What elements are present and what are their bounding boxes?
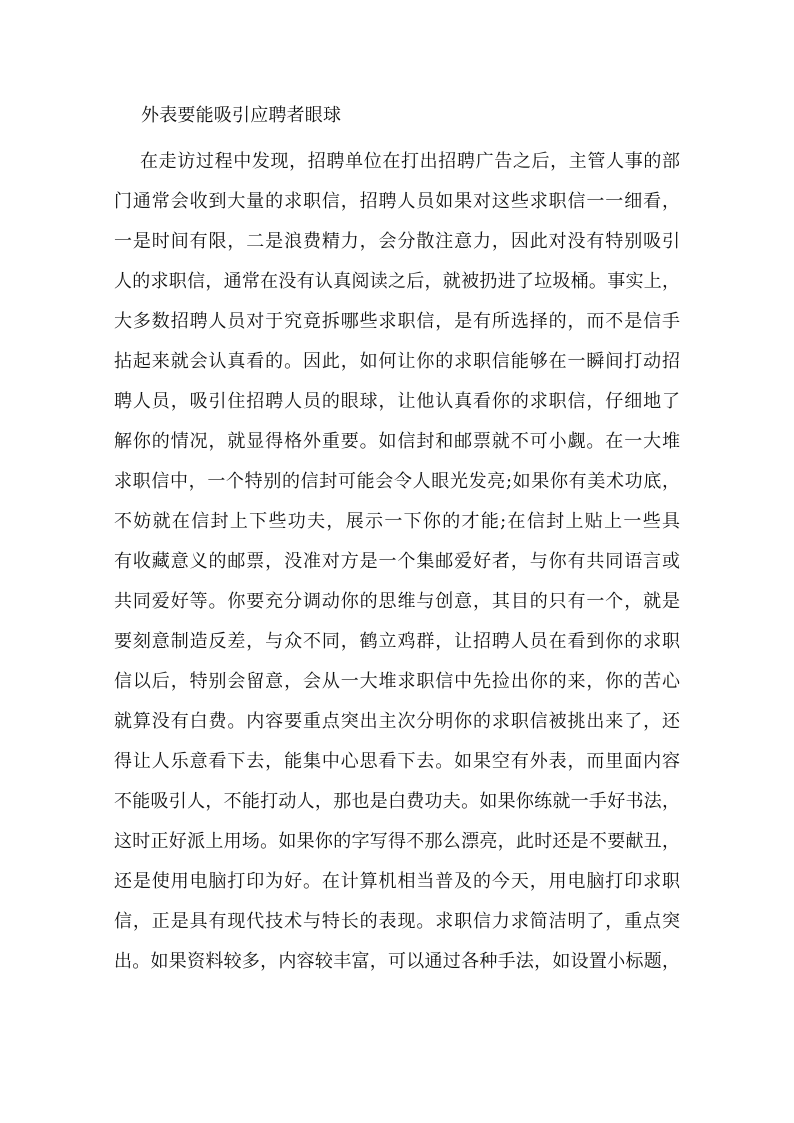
text-line: 信，正是具有现代技术与特长的表现。求职信力求简洁明了，重点突 xyxy=(114,911,680,932)
text-line: 有收藏意义的邮票，没准对方是一个集邮爱好者，与你有共同语言或 xyxy=(114,551,680,572)
text-line: 出。如果资料较多，内容较丰富，可以通过各种手法，如设置小标题， xyxy=(114,951,680,972)
text-line: 一是时间有限，二是浪费精力，会分散注意力，因此对没有特别吸引 xyxy=(114,231,680,252)
body-paragraph xyxy=(114,142,680,982)
text-line: 解你的情况，就显得格外重要。如信封和邮票就不可小觑。在一大堆 xyxy=(114,431,680,452)
text-line: 聘人员，吸引住招聘人员的眼球，让他认真看你的求职信，仔细地了 xyxy=(114,391,680,412)
text-line: 要刻意制造反差，与众不同，鹤立鸡群，让招聘人员在看到你的求职 xyxy=(114,631,680,652)
text-line: 人的求职信，通常在没有认真阅读之后，就被扔进了垃圾桶。事实上， xyxy=(114,271,680,292)
text-line: 不能吸引人，不能打动人，那也是白费功夫。如果你练就一手好书法， xyxy=(114,791,680,812)
text-line: 门通常会收到大量的求职信，招聘人员如果对这些求职信一一细看， xyxy=(114,191,680,212)
section-heading: 外表要能吸引应聘者眼球 xyxy=(141,105,342,126)
text-line: 这时正好派上用场。如果你的字写得不那么漂亮，此时还是不要献丑， xyxy=(114,831,680,852)
text-line: 求职信中，一个特别的信封可能会令人眼光发亮;如果你有美术功底， xyxy=(114,471,680,492)
text-line: 得让人乐意看下去，能集中心思看下去。如果空有外表，而里面内容 xyxy=(114,751,680,772)
text-line: 拈起来就会认真看的。因此，如何让你的求职信能够在一瞬间打动招 xyxy=(114,351,680,372)
text-line: 信以后，特别会留意，会从一大堆求职信中先捡出你的来，你的苦心 xyxy=(114,671,680,692)
text-line: 共同爱好等。你要充分调动你的思维与创意，其目的只有一个，就是 xyxy=(114,591,680,612)
text-line: 不妨就在信封上下些功夫，展示一下你的才能;在信封上贴上一些具 xyxy=(114,511,680,532)
text-line: 就算没有白费。内容要重点突出主次分明你的求职信被挑出来了，还 xyxy=(114,711,680,732)
text-line: 大多数招聘人员对于究竟拆哪些求职信，是有所选择的，而不是信手 xyxy=(114,311,680,332)
text-line: 还是使用电脑打印为好。在计算机相当普及的今天，用电脑打印求职 xyxy=(114,871,680,892)
text-line: 在走访过程中发现，招聘单位在打出招聘广告之后，主管人事的部 xyxy=(140,151,680,172)
